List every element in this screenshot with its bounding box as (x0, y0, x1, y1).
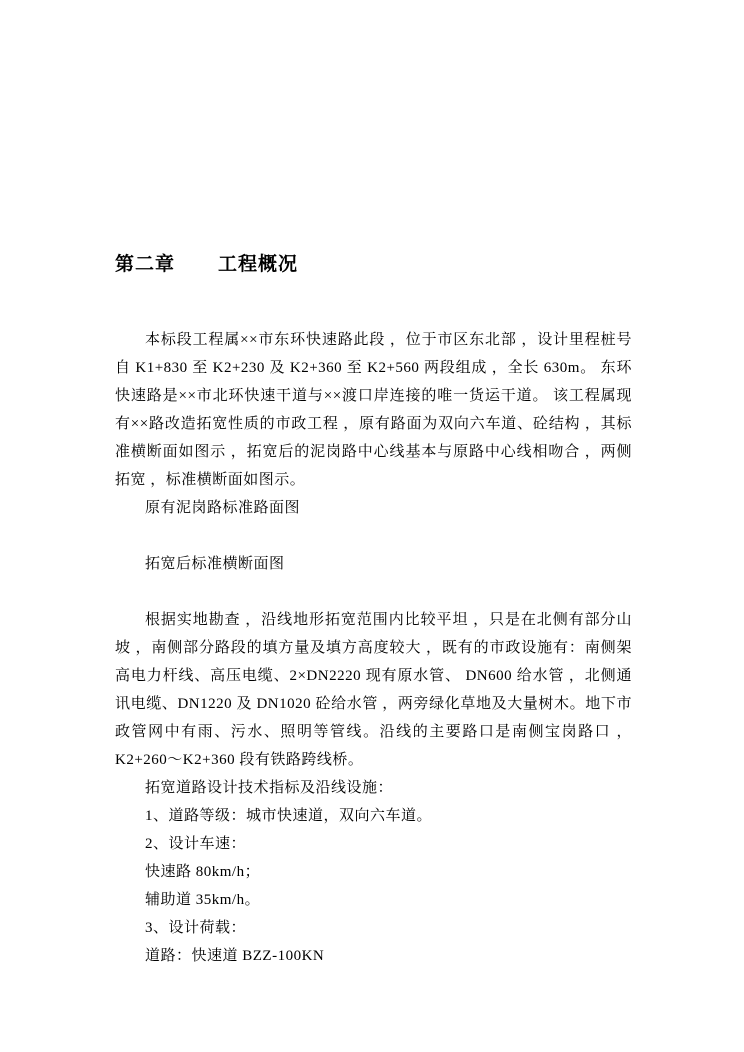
chapter-title: 工程概况 (218, 254, 299, 275)
paragraph-site-survey: 根据实地勘查 ，沿线地形拓宽范围内比较平坦 ，只是在北侧有部分山坡 ，南侧部分路段的填方量及填方高度较大 ，既有的市政设施有：南侧架高电力杆线、高压电缆、2×DN2220 现有原水管、 DN600 给水管 ，北侧通讯电缆、DN1220 及 DN1020 砼给水管 ，两旁绿化草地及大量树木。地下市政管网中有雨、污水、照明等管线。沿线的主要路口是南侧宝岗路口 ，K2+260～K2+360 段有铁路跨线桥。 (115, 612, 632, 768)
spec-item-design-speed: 2、设计车速： (145, 836, 247, 852)
caption-widened-road-figure: 拓宽后标准横断面图 (145, 556, 285, 572)
chapter-number: 第二章 (115, 254, 176, 275)
blank-line (115, 578, 632, 606)
spec-item-express-speed: 快速路 80km/h； (145, 864, 261, 880)
spec-item-auxiliary-speed: 辅助道 35km/h。 (145, 892, 261, 908)
spec-item-road-load: 道路：快速道 BZZ-100KN (145, 948, 325, 964)
spec-item-road-grade: 1、道路等级：城市快速道，双向六车道。 (145, 808, 433, 824)
paragraph-project-overview: 本标段工程属××市东环快速路此段 ，位于市区东北部 ，设计里程桩号自 K1+830 至 K2+230 及 K2+360 至 K2+560 两段组成 ，全长 630m。 东环快速路是××市北环快速干道与××渡口岸连接的唯一货运干道。 该工程属现有××路改造拓宽性质的市政工程 ，原有路面为双向六车道、砼结构 ，其标准横断面如图示 ，拓宽后的泥岗路中心线基本与原路中心线相吻合 ，两侧拓宽 ，标准横断面如图示。 (115, 332, 632, 488)
spec-item-design-load: 3、设计荷载： (145, 920, 247, 936)
caption-original-road-figure: 原有泥岗路标准路面图 (145, 500, 301, 516)
blank-line (115, 522, 632, 550)
chapter-heading (115, 252, 632, 278)
specs-intro-line: 拓宽道路设计技术指标及沿线设施： (145, 780, 394, 796)
document-content (115, 252, 632, 970)
